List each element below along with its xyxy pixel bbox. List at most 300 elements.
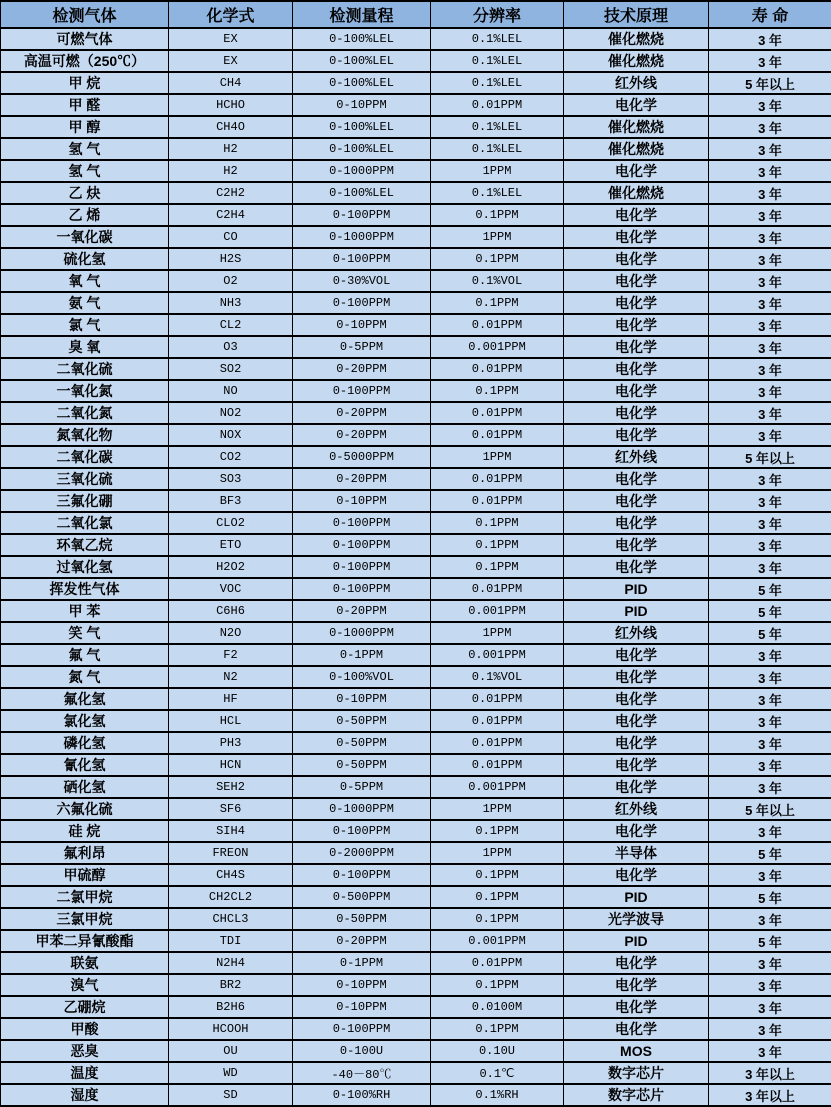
cell-range: 0-20PPM — [293, 468, 431, 490]
cell-resolution: 0.01PPM — [431, 468, 564, 490]
cell-resolution: 0.1PPM — [431, 556, 564, 578]
cell-gas: 氢 气 — [1, 138, 169, 160]
cell-formula: HCL — [169, 710, 293, 732]
cell-range: 0-10PPM — [293, 94, 431, 116]
cell-principle: 电化学 — [564, 556, 709, 578]
cell-gas: 甲酸 — [1, 1018, 169, 1040]
table-row — [1, 688, 831, 710]
cell-principle: 红外线 — [564, 446, 709, 468]
cell-gas: 六氟化硫 — [1, 798, 169, 820]
cell-gas: 乙 炔 — [1, 182, 169, 204]
cell-range: 0-10PPM — [293, 688, 431, 710]
cell-resolution: 0.01PPM — [431, 402, 564, 424]
cell-life: 3 年 — [709, 556, 831, 578]
cell-resolution: 1PPM — [431, 446, 564, 468]
cell-principle: 电化学 — [564, 336, 709, 358]
cell-resolution: 0.1%LEL — [431, 116, 564, 138]
cell-life: 3 年 — [709, 50, 831, 72]
table-row — [1, 798, 831, 820]
cell-principle: 电化学 — [564, 490, 709, 512]
cell-range: 0-20PPM — [293, 930, 431, 952]
cell-range: 0-100%LEL — [293, 116, 431, 138]
cell-formula: H2 — [169, 138, 293, 160]
cell-gas: 甲硫醇 — [1, 864, 169, 886]
cell-formula: OU — [169, 1040, 293, 1062]
cell-principle: MOS — [564, 1040, 709, 1062]
cell-gas: 一氧化碳 — [1, 226, 169, 248]
cell-resolution: 0.1PPM — [431, 512, 564, 534]
table-row — [1, 908, 831, 930]
cell-resolution: 0.1%LEL — [431, 72, 564, 94]
cell-gas: 笑 气 — [1, 622, 169, 644]
cell-formula: BR2 — [169, 974, 293, 996]
table-row — [1, 160, 831, 182]
cell-life: 3 年 — [709, 952, 831, 974]
cell-range: 0-100PPM — [293, 1018, 431, 1040]
cell-principle: 电化学 — [564, 248, 709, 270]
cell-gas: 二氧化硫 — [1, 358, 169, 380]
cell-range: 0-100%LEL — [293, 138, 431, 160]
cell-range: 0-100PPM — [293, 248, 431, 270]
cell-principle: 电化学 — [564, 94, 709, 116]
cell-gas: 联氨 — [1, 952, 169, 974]
column-header-resolution: 分辨率 — [431, 1, 564, 28]
cell-principle: PID — [564, 578, 709, 600]
column-header-life: 寿 命 — [709, 1, 831, 28]
cell-formula: NO2 — [169, 402, 293, 424]
table-row — [1, 732, 831, 754]
cell-principle: 电化学 — [564, 644, 709, 666]
cell-gas: 二氧化氯 — [1, 512, 169, 534]
cell-range: 0-100PPM — [293, 292, 431, 314]
cell-life: 3 年 — [709, 314, 831, 336]
cell-principle: 电化学 — [564, 424, 709, 446]
cell-gas: 高温可燃（250℃） — [1, 50, 169, 72]
cell-formula: HF — [169, 688, 293, 710]
cell-resolution: 0.1%LEL — [431, 138, 564, 160]
cell-life: 5 年 — [709, 578, 831, 600]
cell-resolution: 0.1PPM — [431, 292, 564, 314]
cell-principle: 红外线 — [564, 798, 709, 820]
table-row — [1, 138, 831, 160]
cell-formula: SD — [169, 1084, 293, 1106]
cell-resolution: 0.1PPM — [431, 534, 564, 556]
cell-gas: 乙 烯 — [1, 204, 169, 226]
cell-formula: WD — [169, 1062, 293, 1084]
cell-resolution: 0.001PPM — [431, 600, 564, 622]
cell-life: 3 年 — [709, 380, 831, 402]
cell-principle: 红外线 — [564, 622, 709, 644]
cell-principle: 电化学 — [564, 1018, 709, 1040]
cell-life: 5 年以上 — [709, 446, 831, 468]
cell-resolution: 0.1PPM — [431, 380, 564, 402]
cell-formula: HCN — [169, 754, 293, 776]
cell-resolution: 0.001PPM — [431, 336, 564, 358]
cell-resolution: 0.1PPM — [431, 204, 564, 226]
cell-formula: C2H2 — [169, 182, 293, 204]
cell-formula: BF3 — [169, 490, 293, 512]
cell-gas: 二氧化碳 — [1, 446, 169, 468]
cell-life: 5 年 — [709, 622, 831, 644]
cell-life: 3 年 — [709, 28, 831, 50]
cell-resolution: 1PPM — [431, 798, 564, 820]
cell-range: 0-1PPM — [293, 952, 431, 974]
cell-life: 3 年 — [709, 534, 831, 556]
cell-resolution: 0.01PPM — [431, 490, 564, 512]
table-row — [1, 468, 831, 490]
cell-resolution: 0.001PPM — [431, 930, 564, 952]
cell-range: 0-500PPM — [293, 886, 431, 908]
cell-formula: CLO2 — [169, 512, 293, 534]
cell-gas: 三氯甲烷 — [1, 908, 169, 930]
cell-life: 5 年以上 — [709, 798, 831, 820]
cell-resolution: 0.01PPM — [431, 688, 564, 710]
cell-gas: 过氧化氢 — [1, 556, 169, 578]
cell-principle: 数字芯片 — [564, 1084, 709, 1106]
table-row — [1, 842, 831, 864]
cell-resolution: 0.001PPM — [431, 776, 564, 798]
table-row — [1, 776, 831, 798]
cell-gas: 可燃气体 — [1, 28, 169, 50]
cell-range: 0-100%LEL — [293, 72, 431, 94]
cell-life: 3 年以上 — [709, 1062, 831, 1084]
cell-principle: 电化学 — [564, 666, 709, 688]
cell-range: 0-10PPM — [293, 974, 431, 996]
cell-range: 0-20PPM — [293, 600, 431, 622]
cell-formula: PH3 — [169, 732, 293, 754]
table-row — [1, 622, 831, 644]
cell-gas: 湿度 — [1, 1084, 169, 1106]
cell-resolution: 0.01PPM — [431, 424, 564, 446]
cell-life: 3 年 — [709, 512, 831, 534]
table-row — [1, 534, 831, 556]
cell-gas: 甲 苯 — [1, 600, 169, 622]
cell-gas: 氯化氢 — [1, 710, 169, 732]
cell-life: 3 年 — [709, 644, 831, 666]
cell-resolution: 1PPM — [431, 226, 564, 248]
cell-gas: 温度 — [1, 1062, 169, 1084]
table-row — [1, 578, 831, 600]
table-row — [1, 116, 831, 138]
cell-resolution: 0.1PPM — [431, 974, 564, 996]
cell-resolution: 0.1%LEL — [431, 50, 564, 72]
cell-life: 3 年 — [709, 908, 831, 930]
cell-formula: O2 — [169, 270, 293, 292]
cell-gas: 氰化氢 — [1, 754, 169, 776]
table-row — [1, 292, 831, 314]
table-row — [1, 336, 831, 358]
cell-formula: N2H4 — [169, 952, 293, 974]
cell-resolution: 0.01PPM — [431, 952, 564, 974]
cell-formula: CO — [169, 226, 293, 248]
cell-range: 0-100PPM — [293, 864, 431, 886]
cell-resolution: 0.01PPM — [431, 94, 564, 116]
cell-life: 3 年 — [709, 270, 831, 292]
cell-gas: 二氯甲烷 — [1, 886, 169, 908]
table-body — [1, 28, 831, 1106]
table-header — [1, 1, 831, 28]
cell-gas: 甲苯二异氰酸酯 — [1, 930, 169, 952]
cell-range: 0-20PPM — [293, 424, 431, 446]
cell-range: 0-100PPM — [293, 556, 431, 578]
table-row — [1, 72, 831, 94]
table-row — [1, 358, 831, 380]
cell-principle: 光学波导 — [564, 908, 709, 930]
cell-resolution: 0.1PPM — [431, 1018, 564, 1040]
cell-formula: SEH2 — [169, 776, 293, 798]
cell-formula: O3 — [169, 336, 293, 358]
cell-range: 0-5PPM — [293, 776, 431, 798]
cell-range: 0-30%VOL — [293, 270, 431, 292]
cell-life: 3 年 — [709, 996, 831, 1018]
cell-range: 0-100%LEL — [293, 182, 431, 204]
cell-resolution: 0.1℃ — [431, 1062, 564, 1084]
cell-life: 3 年 — [709, 160, 831, 182]
cell-formula: EX — [169, 50, 293, 72]
table-row — [1, 1062, 831, 1084]
cell-resolution: 1PPM — [431, 842, 564, 864]
cell-life: 3 年 — [709, 666, 831, 688]
cell-life: 3 年 — [709, 182, 831, 204]
cell-range: 0-100%LEL — [293, 50, 431, 72]
cell-resolution: 0.1PPM — [431, 248, 564, 270]
cell-life: 3 年 — [709, 490, 831, 512]
cell-formula: FREON — [169, 842, 293, 864]
cell-gas: 环氧乙烷 — [1, 534, 169, 556]
cell-principle: 电化学 — [564, 996, 709, 1018]
cell-resolution: 0.01PPM — [431, 358, 564, 380]
cell-range: 0-100PPM — [293, 578, 431, 600]
column-header-gas: 检测气体 — [1, 1, 169, 28]
cell-gas: 氟化氢 — [1, 688, 169, 710]
table-row — [1, 270, 831, 292]
cell-formula: SO2 — [169, 358, 293, 380]
cell-principle: 催化燃烧 — [564, 138, 709, 160]
cell-life: 3 年 — [709, 402, 831, 424]
cell-principle: 电化学 — [564, 732, 709, 754]
cell-range: 0-1000PPM — [293, 798, 431, 820]
cell-principle: 电化学 — [564, 512, 709, 534]
table-row — [1, 314, 831, 336]
cell-formula: CO2 — [169, 446, 293, 468]
cell-formula: C6H6 — [169, 600, 293, 622]
cell-gas: 氧 气 — [1, 270, 169, 292]
cell-formula: N2 — [169, 666, 293, 688]
cell-life: 5 年 — [709, 600, 831, 622]
cell-formula: NH3 — [169, 292, 293, 314]
table-row — [1, 424, 831, 446]
cell-life: 5 年以上 — [709, 72, 831, 94]
cell-formula: ETO — [169, 534, 293, 556]
cell-resolution: 0.1PPM — [431, 908, 564, 930]
cell-formula: B2H6 — [169, 996, 293, 1018]
cell-gas: 三氧化硫 — [1, 468, 169, 490]
cell-principle: 数字芯片 — [564, 1062, 709, 1084]
cell-life: 3 年 — [709, 138, 831, 160]
cell-formula: HCOOH — [169, 1018, 293, 1040]
table-row — [1, 820, 831, 842]
cell-principle: 电化学 — [564, 952, 709, 974]
cell-range: -40－80℃ — [293, 1062, 431, 1084]
cell-gas: 臭 氧 — [1, 336, 169, 358]
cell-life: 3 年 — [709, 1040, 831, 1062]
cell-range: 0-50PPM — [293, 732, 431, 754]
cell-life: 3 年 — [709, 424, 831, 446]
column-header-range: 检测量程 — [293, 1, 431, 28]
cell-principle: 电化学 — [564, 468, 709, 490]
cell-formula: F2 — [169, 644, 293, 666]
cell-life: 3 年 — [709, 974, 831, 996]
cell-range: 0-100PPM — [293, 820, 431, 842]
cell-gas: 一氧化氮 — [1, 380, 169, 402]
cell-formula: C2H4 — [169, 204, 293, 226]
cell-range: 0-50PPM — [293, 908, 431, 930]
header-row — [1, 1, 831, 28]
cell-resolution: 0.1PPM — [431, 886, 564, 908]
cell-life: 3 年 — [709, 116, 831, 138]
cell-formula: CH4O — [169, 116, 293, 138]
cell-principle: 电化学 — [564, 270, 709, 292]
cell-gas: 三氟化硼 — [1, 490, 169, 512]
cell-principle: 红外线 — [564, 72, 709, 94]
cell-gas: 氮氧化物 — [1, 424, 169, 446]
column-header-principle: 技术原理 — [564, 1, 709, 28]
cell-principle: 电化学 — [564, 710, 709, 732]
cell-gas: 氟利昂 — [1, 842, 169, 864]
cell-gas: 甲 醇 — [1, 116, 169, 138]
cell-formula: NOX — [169, 424, 293, 446]
table-row — [1, 94, 831, 116]
cell-principle: 电化学 — [564, 380, 709, 402]
cell-range: 0-100PPM — [293, 380, 431, 402]
cell-range: 0-2000PPM — [293, 842, 431, 864]
table-row — [1, 28, 831, 50]
cell-principle: 电化学 — [564, 754, 709, 776]
cell-range: 0-50PPM — [293, 754, 431, 776]
cell-formula: H2 — [169, 160, 293, 182]
cell-resolution: 1PPM — [431, 160, 564, 182]
cell-resolution: 0.001PPM — [431, 644, 564, 666]
cell-life: 3 年 — [709, 776, 831, 798]
cell-principle: 电化学 — [564, 314, 709, 336]
cell-resolution: 0.01PPM — [431, 710, 564, 732]
cell-life: 5 年 — [709, 842, 831, 864]
table-row — [1, 666, 831, 688]
cell-principle: 电化学 — [564, 974, 709, 996]
table-row — [1, 996, 831, 1018]
cell-formula: CHCL3 — [169, 908, 293, 930]
cell-resolution: 0.1%LEL — [431, 182, 564, 204]
table-row — [1, 446, 831, 468]
cell-principle: 电化学 — [564, 292, 709, 314]
cell-principle: 电化学 — [564, 402, 709, 424]
table-row — [1, 490, 831, 512]
cell-principle: 电化学 — [564, 160, 709, 182]
cell-range: 0-10PPM — [293, 314, 431, 336]
cell-range: 0-50PPM — [293, 710, 431, 732]
cell-resolution: 0.01PPM — [431, 314, 564, 336]
cell-principle: 电化学 — [564, 204, 709, 226]
cell-principle: 催化燃烧 — [564, 116, 709, 138]
cell-principle: 电化学 — [564, 226, 709, 248]
cell-life: 3 年 — [709, 710, 831, 732]
cell-life: 3 年 — [709, 1018, 831, 1040]
cell-formula: N2O — [169, 622, 293, 644]
cell-principle: 催化燃烧 — [564, 182, 709, 204]
cell-gas: 二氧化氮 — [1, 402, 169, 424]
table-row — [1, 380, 831, 402]
table-row — [1, 930, 831, 952]
cell-principle: 电化学 — [564, 864, 709, 886]
cell-resolution: 0.1%VOL — [431, 666, 564, 688]
cell-gas: 乙硼烷 — [1, 996, 169, 1018]
cell-resolution: 0.01PPM — [431, 732, 564, 754]
cell-principle: PID — [564, 600, 709, 622]
cell-principle: 电化学 — [564, 776, 709, 798]
cell-principle: 电化学 — [564, 820, 709, 842]
table-row — [1, 1018, 831, 1040]
table-row — [1, 974, 831, 996]
cell-formula: H2S — [169, 248, 293, 270]
cell-range: 0-1PPM — [293, 644, 431, 666]
cell-range: 0-1000PPM — [293, 226, 431, 248]
cell-range: 0-20PPM — [293, 402, 431, 424]
cell-resolution: 1PPM — [431, 622, 564, 644]
cell-range: 0-100PPM — [293, 534, 431, 556]
cell-principle: 电化学 — [564, 534, 709, 556]
cell-resolution: 0.1%RH — [431, 1084, 564, 1106]
table-row — [1, 644, 831, 666]
cell-formula: CH4S — [169, 864, 293, 886]
cell-range: 0-100%RH — [293, 1084, 431, 1106]
cell-principle: 电化学 — [564, 358, 709, 380]
table-row — [1, 886, 831, 908]
table-row — [1, 248, 831, 270]
cell-formula: VOC — [169, 578, 293, 600]
cell-range: 0-5000PPM — [293, 446, 431, 468]
cell-life: 3 年 — [709, 292, 831, 314]
cell-range: 0-1000PPM — [293, 160, 431, 182]
cell-life: 3 年 — [709, 754, 831, 776]
cell-resolution: 0.01PPM — [431, 754, 564, 776]
cell-formula: SIH4 — [169, 820, 293, 842]
table-row — [1, 512, 831, 534]
cell-principle: 催化燃烧 — [564, 50, 709, 72]
cell-resolution: 0.1%LEL — [431, 28, 564, 50]
table-row — [1, 1040, 831, 1062]
cell-range: 0-10PPM — [293, 490, 431, 512]
cell-gas: 溴气 — [1, 974, 169, 996]
cell-formula: CH2CL2 — [169, 886, 293, 908]
cell-principle: 半导体 — [564, 842, 709, 864]
cell-life: 3 年 — [709, 336, 831, 358]
cell-formula: NO — [169, 380, 293, 402]
cell-gas: 氨 气 — [1, 292, 169, 314]
table-row — [1, 754, 831, 776]
cell-resolution: 0.1%VOL — [431, 270, 564, 292]
cell-life: 5 年 — [709, 886, 831, 908]
cell-life: 3 年以上 — [709, 1084, 831, 1106]
table-row — [1, 226, 831, 248]
cell-gas: 磷化氢 — [1, 732, 169, 754]
cell-life: 3 年 — [709, 358, 831, 380]
cell-life: 5 年 — [709, 930, 831, 952]
table-row — [1, 710, 831, 732]
cell-resolution: 0.1PPM — [431, 820, 564, 842]
cell-life: 3 年 — [709, 204, 831, 226]
table-row — [1, 556, 831, 578]
cell-life: 3 年 — [709, 688, 831, 710]
